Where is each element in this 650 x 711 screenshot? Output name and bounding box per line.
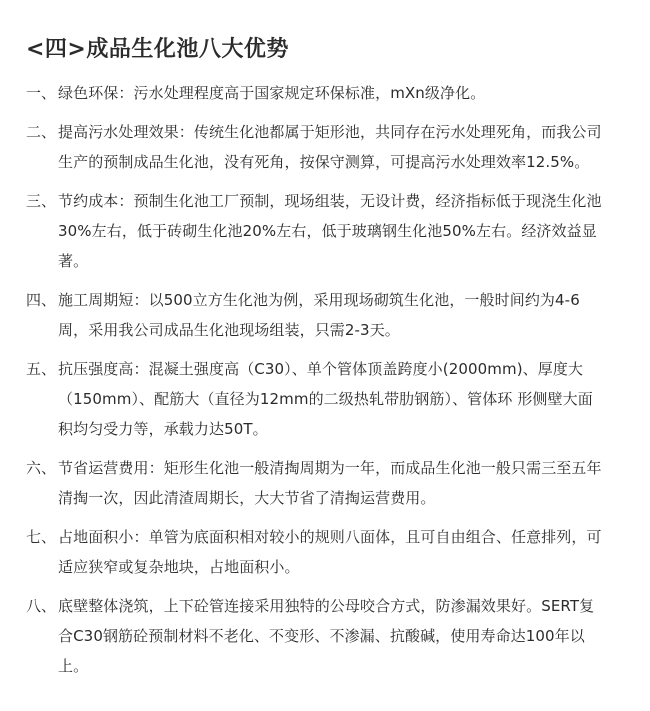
item-line: （150mm）、配筋大（直径为12mm的二级热轧带肋钢筋）、管体环 形侧壁大面 [58,390,593,408]
item-marker: 五、 [26,360,57,378]
item-line: 上。 [58,657,89,675]
item-text [58,522,621,582]
item-text [58,285,621,345]
item-line: 积均匀受力等，承载力达50T。 [58,420,268,438]
item-line: 提高污水处理效果：传统生化池都属于矩形池，共同存在污水处理死角，而我公司 [58,123,602,141]
list-item [0,285,650,345]
item-line: 30%左右，低于砖砌生化池20%左右，低于玻璃钢生化池50%左右。经济效益显 [58,222,597,240]
item-line: 占地面积小：单管为底面积相对较小的规则八面体，且可自由组合、任意排列，可 [58,528,602,546]
item-marker: 八、 [26,597,57,615]
item-line: 生产的预制成品生化池，没有死角，按保守测算，可提高污水处理效率12.5%。 [58,153,590,171]
item-marker: 四、 [26,291,57,309]
item-line: 节省运营费用：矩形生化池一般清掏周期为一年，而成品生化池一般只需三至五年 [58,459,602,477]
item-text [58,117,621,177]
item-line: 底壁整体浇筑，上下砼管连接采用独特的公母咬合方式，防渗漏效果好。SERT复 [58,597,595,615]
page-title: <四>成品生化池八大优势 [26,37,289,62]
list-item [0,354,650,444]
item-line: 清掏一次，因此清渣周期长，大大节省了清掏运营费用。 [58,489,436,507]
item-line: 适应狭窄或复杂地块，占地面积小。 [58,558,300,576]
item-line: 合C30钢筋砼预制材料不老化、不变形、不渗漏、抗酸碱，使用寿命达100年以 [58,627,585,645]
item-text [58,591,621,681]
item-text [58,78,621,108]
list-item [0,453,650,513]
item-marker: 三、 [26,192,57,210]
list-item [0,522,650,582]
item-line: 施工周期短：以500立方生化池为例，采用现场砌筑生化池，一般时间约为4-6 [58,291,580,309]
item-line: 绿色环保：污水处理程度高于国家规定环保标准，mXn级净化。 [58,84,486,102]
item-text [58,354,621,444]
item-line: 周，采用我公司成品生化池现场组装，只需2-3天。 [58,321,400,339]
list-item [0,78,650,108]
item-text [58,186,621,276]
list-item [0,591,650,681]
item-line: 著。 [58,252,89,270]
item-text [58,453,621,513]
item-marker: 一、 [26,84,57,102]
item-line: 抗压强度高：混凝土强度高（C30）、单个管体顶盖跨度小(2000mm)、厚度大 [58,360,584,378]
advantages-list [0,78,650,690]
item-marker: 二、 [26,123,57,141]
item-marker: 六、 [26,459,57,477]
list-item [0,117,650,177]
list-item [0,186,650,276]
item-marker: 七、 [26,528,57,546]
item-line: 节约成本：预制生化池工厂预制，现场组装，无设计费，经济指标低于现浇生化池 [58,192,602,210]
